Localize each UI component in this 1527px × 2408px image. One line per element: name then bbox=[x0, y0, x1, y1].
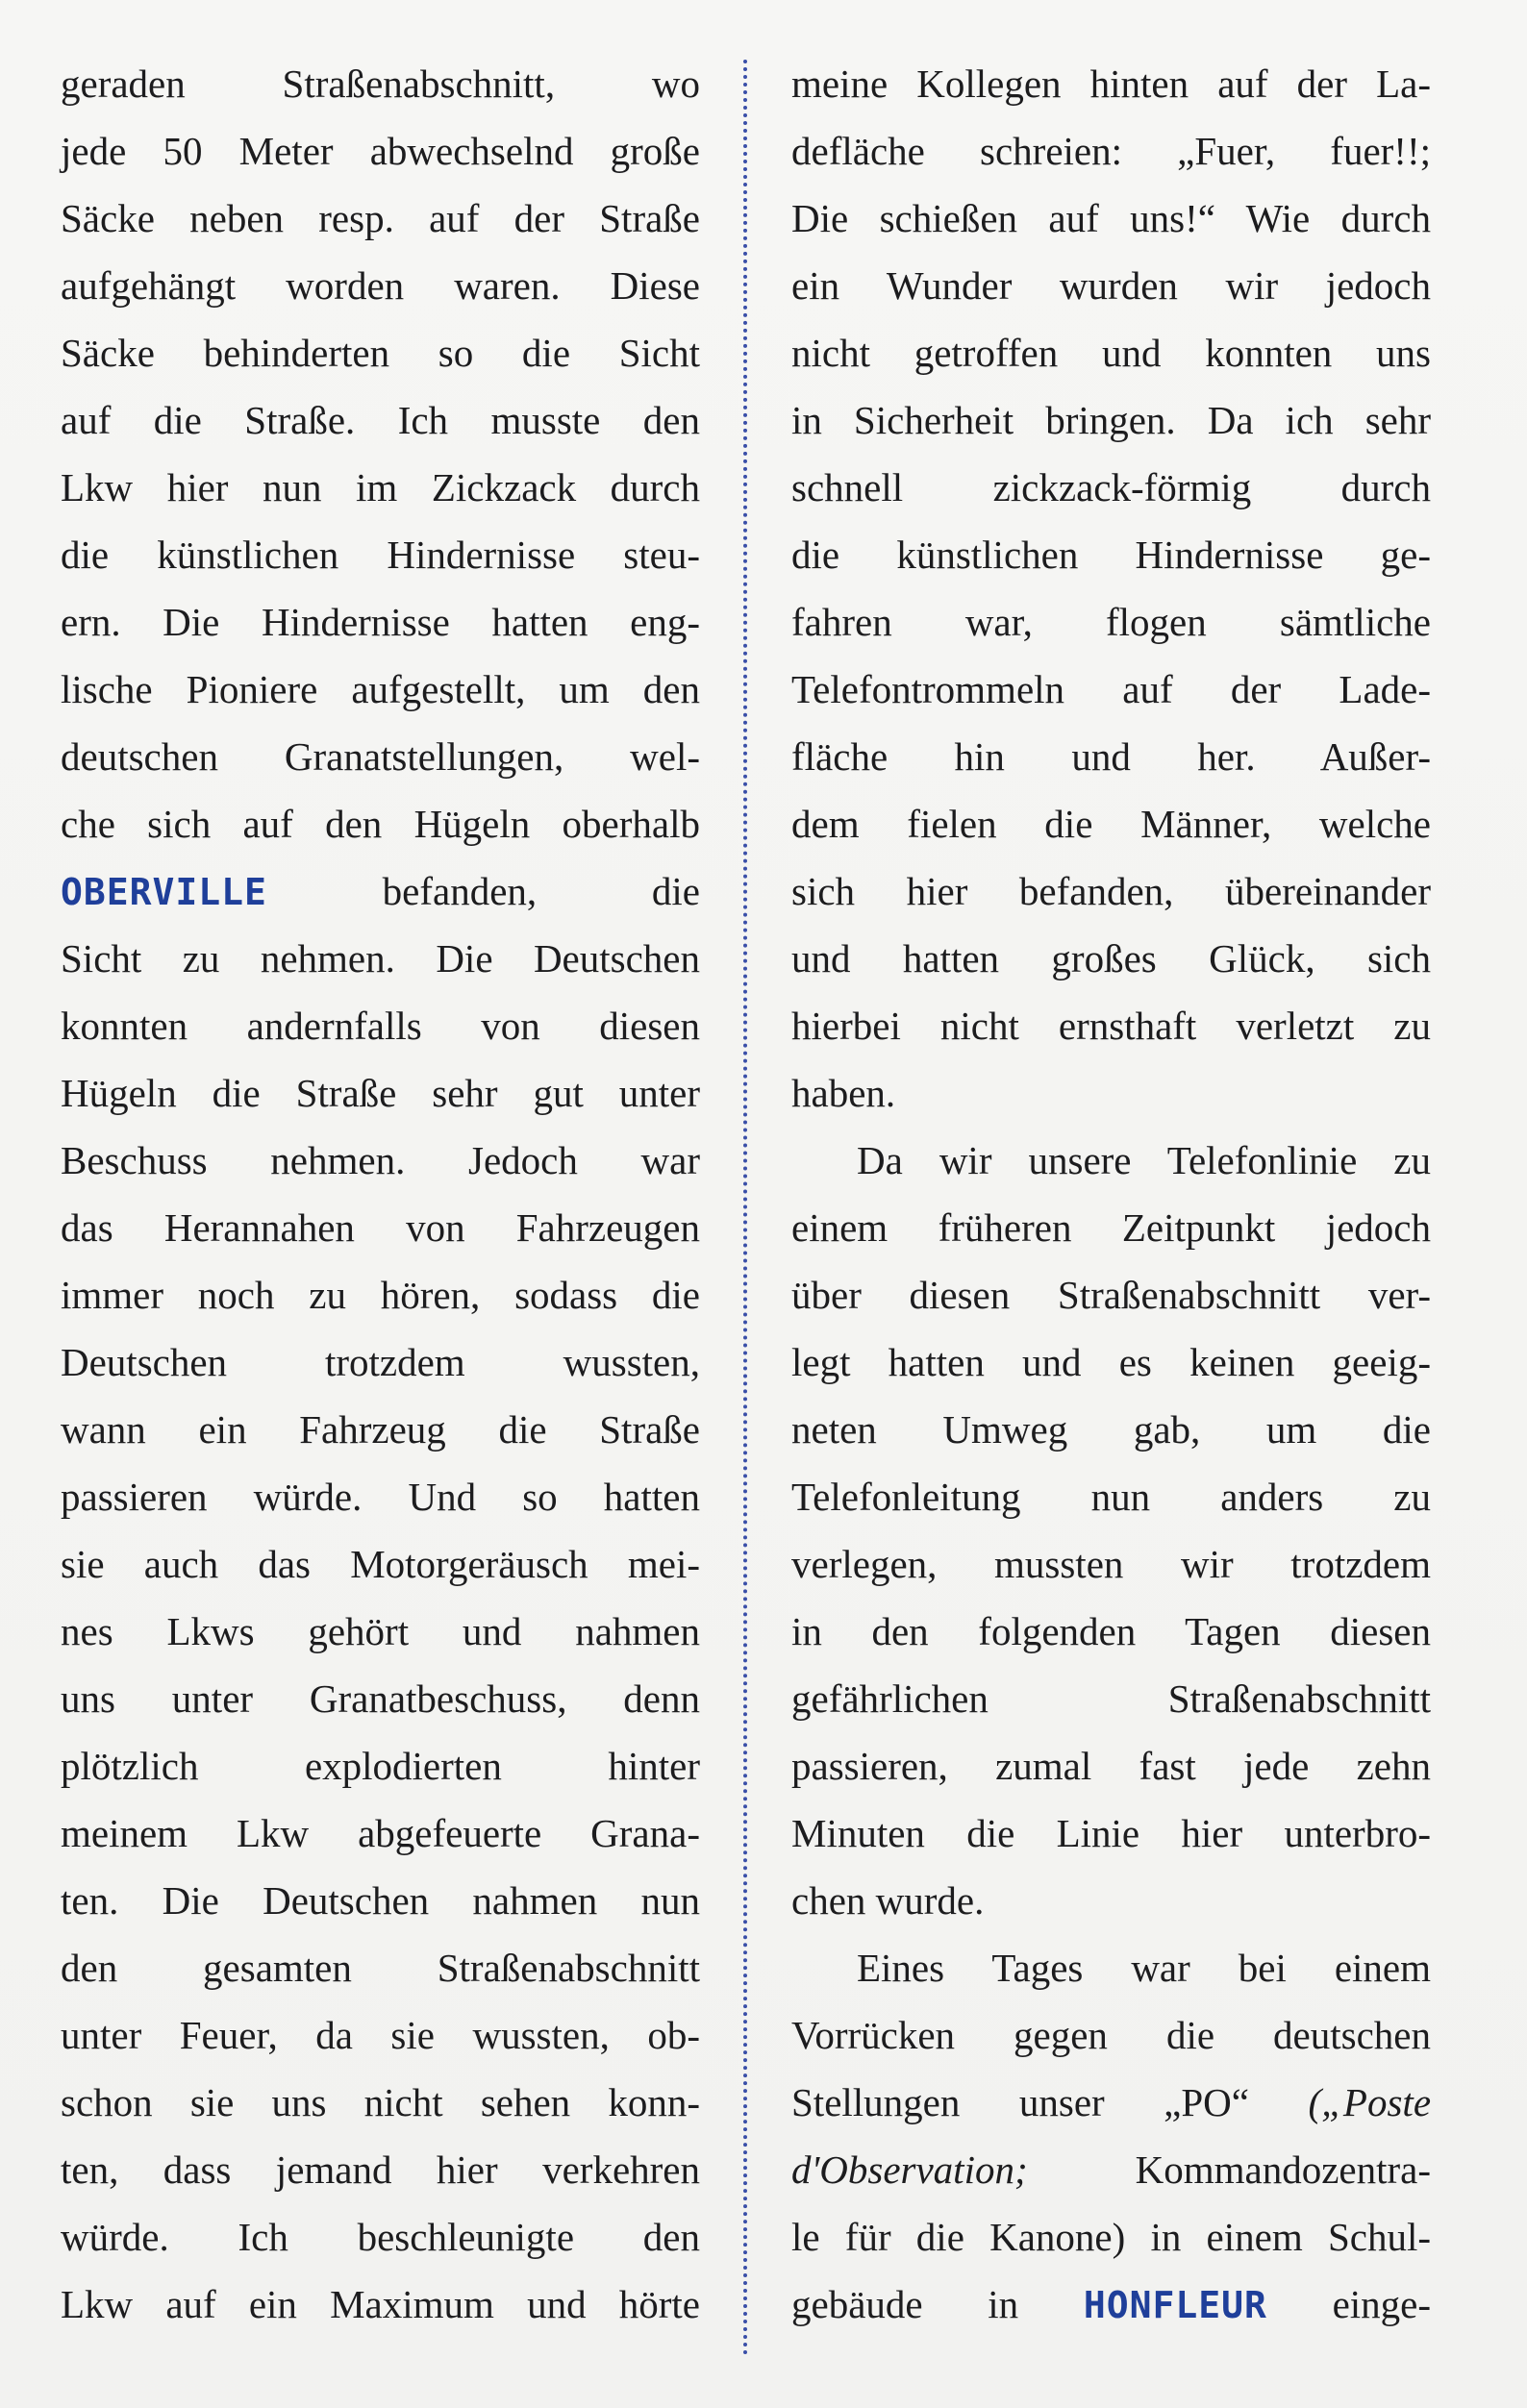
text-line: immer noch zu hören, sodass die bbox=[61, 1273, 700, 1317]
text-line: den gesamten Straßenabschnitt bbox=[61, 1946, 700, 1990]
text-line: geraden Straßenabschnitt, wo bbox=[61, 62, 700, 106]
text-line: deutschen Granatstellungen, wel- bbox=[61, 734, 700, 779]
text-line: sie auch das Motorgeräusch mei- bbox=[61, 1542, 700, 1586]
text-line: uns unter Granatbeschuss, denn bbox=[61, 1676, 700, 1721]
honfleur-line bbox=[791, 2271, 1431, 2338]
text-line: jede 50 Meter abwechselnd große bbox=[61, 129, 700, 173]
text-line: passieren, zumal fast jede zehn bbox=[791, 1744, 1431, 1788]
honfleur-line-after: einge- bbox=[1332, 2282, 1432, 2326]
oberville-line bbox=[61, 857, 700, 925]
honfleur-line-before: gebäude in bbox=[791, 2282, 1019, 2326]
text-line: Die schießen auf uns!“ Wie durch bbox=[791, 196, 1431, 240]
text-line: über diesen Straßenabschnitt ver- bbox=[791, 1273, 1431, 1317]
text-line: Vorrücken gegen die deutschen bbox=[791, 2013, 1431, 2057]
text-line: Lkw hier nun im Zickzack durch bbox=[61, 465, 700, 509]
right-column bbox=[791, 50, 1431, 2338]
text-line: ten. Die Deutschen nahmen nun bbox=[61, 1878, 700, 1923]
left-column bbox=[61, 50, 700, 2338]
text-line: Sicht zu nehmen. Die Deutschen bbox=[61, 936, 700, 981]
observation-line-rest: Kommandozentra- bbox=[1135, 2147, 1431, 2192]
text-line: gefährlichen Straßenabschnitt bbox=[791, 1676, 1431, 1721]
kanone-line: le für die Kanone) in einem Schul- bbox=[791, 2215, 1431, 2259]
text-line: konnten andernfalls von diesen bbox=[61, 1004, 700, 1048]
text-line: fläche hin und her. Außer- bbox=[791, 734, 1431, 779]
po-line-text: Stellungen unser „PO“ bbox=[791, 2080, 1249, 2124]
text-line: auf die Straße. Ich musste den bbox=[61, 398, 700, 442]
text-line: ern. Die Hindernisse hatten eng- bbox=[61, 600, 700, 644]
text-line: meinem Lkw abgefeuerte Grana- bbox=[61, 1811, 700, 1855]
text-line: Eines Tages war bei einem bbox=[857, 1946, 1431, 1990]
left-column-text-continued bbox=[61, 925, 700, 2338]
right-paragraph-3 bbox=[791, 1934, 1431, 2069]
text-line: Lkw auf ein Maximum und hörte bbox=[61, 2282, 700, 2326]
text-line: fahren war, flogen sämtliche bbox=[791, 600, 1431, 644]
text-line: ein Wunder wurden wir jedoch bbox=[791, 263, 1431, 308]
text-line: plötzlich explodierten hinter bbox=[61, 1744, 700, 1788]
place-name-honfleur: HONFLEUR bbox=[1083, 2284, 1267, 2326]
text-line: Säcke neben resp. auf der Straße bbox=[61, 196, 700, 240]
text-line: Da wir unsere Telefonlinie zu bbox=[857, 1138, 1431, 1182]
right-paragraph-2 bbox=[791, 1127, 1431, 1934]
text-line: Telefonleitung nun anders zu bbox=[791, 1475, 1431, 1519]
text-line: che sich auf den Hügeln oberhalb bbox=[61, 802, 700, 846]
text-line: schnell zickzack-förmig durch bbox=[791, 465, 1431, 509]
observation-italic: d'Observation; bbox=[791, 2147, 1028, 2192]
text-line: verlegen, mussten wir trotzdem bbox=[791, 1542, 1431, 1586]
text-line: Hügeln die Straße sehr gut unter bbox=[61, 1071, 700, 1115]
text-line: defläche schreien: „Fuer, fuer!!; bbox=[791, 129, 1431, 173]
text-line: Säcke behinderten so die Sicht bbox=[61, 331, 700, 375]
text-line: sich hier befanden, übereinander bbox=[791, 869, 1431, 913]
text-line: die künstlichen Hindernisse steu- bbox=[61, 533, 700, 577]
text-line: in den folgenden Tagen diesen bbox=[791, 1609, 1431, 1653]
text-line: die künstlichen Hindernisse ge- bbox=[791, 533, 1431, 577]
text-line: schon sie uns nicht sehen konn- bbox=[61, 2080, 700, 2124]
text-line: meine Kollegen hinten auf der La- bbox=[791, 62, 1431, 106]
text-line: legt hatten und es keinen geeig- bbox=[791, 1340, 1431, 1384]
text-line: dem fielen die Männer, welche bbox=[791, 802, 1431, 846]
text-line: passieren würde. Und so hatten bbox=[61, 1475, 700, 1519]
text-line: Deutschen trotzdem wussten, bbox=[61, 1340, 700, 1384]
text-line: nes Lkws gehört und nahmen bbox=[61, 1609, 700, 1653]
text-line: und hatten großes Glück, sich bbox=[791, 936, 1431, 981]
text-line: Telefontrommeln auf der Lade- bbox=[791, 667, 1431, 711]
text-line: ten, dass jemand hier verkehren bbox=[61, 2147, 700, 2192]
text-line: in Sicherheit bringen. Da ich sehr bbox=[791, 398, 1431, 442]
text-line: hierbei nicht ernsthaft verletzt zu bbox=[791, 1004, 1431, 1048]
text-line: einem früheren Zeitpunkt jedoch bbox=[791, 1205, 1431, 1250]
text-line: das Herannahen von Fahrzeugen bbox=[61, 1205, 700, 1250]
text-line: nicht getroffen und konnten uns bbox=[791, 331, 1431, 375]
text-line: Beschuss nehmen. Jedoch war bbox=[61, 1138, 700, 1182]
text-line: Minuten die Linie hier unterbro- bbox=[791, 1811, 1431, 1855]
column-divider bbox=[743, 60, 747, 2357]
right-paragraph-1 bbox=[791, 50, 1431, 1127]
place-name-oberville: OBERVILLE bbox=[61, 871, 267, 913]
po-line-italic: („Poste bbox=[1308, 2080, 1432, 2124]
text-line: chen wurde. bbox=[791, 1878, 985, 1923]
po-line bbox=[791, 2069, 1431, 2136]
text-line: aufgehängt worden waren. Diese bbox=[61, 263, 700, 308]
left-column-text bbox=[61, 50, 700, 857]
text-line: lische Pioniere aufgestellt, um den bbox=[61, 667, 700, 711]
text-line: neten Umweg gab, um die bbox=[791, 1407, 1431, 1452]
observation-line bbox=[791, 2136, 1431, 2203]
text-line: wann ein Fahrzeug die Straße bbox=[61, 1407, 700, 1452]
text-line: haben. bbox=[791, 1071, 896, 1115]
oberville-line-rest: befanden, die bbox=[382, 869, 700, 913]
text-line: würde. Ich beschleunigte den bbox=[61, 2215, 700, 2259]
text-line: unter Feuer, da sie wussten, ob- bbox=[61, 2013, 700, 2057]
